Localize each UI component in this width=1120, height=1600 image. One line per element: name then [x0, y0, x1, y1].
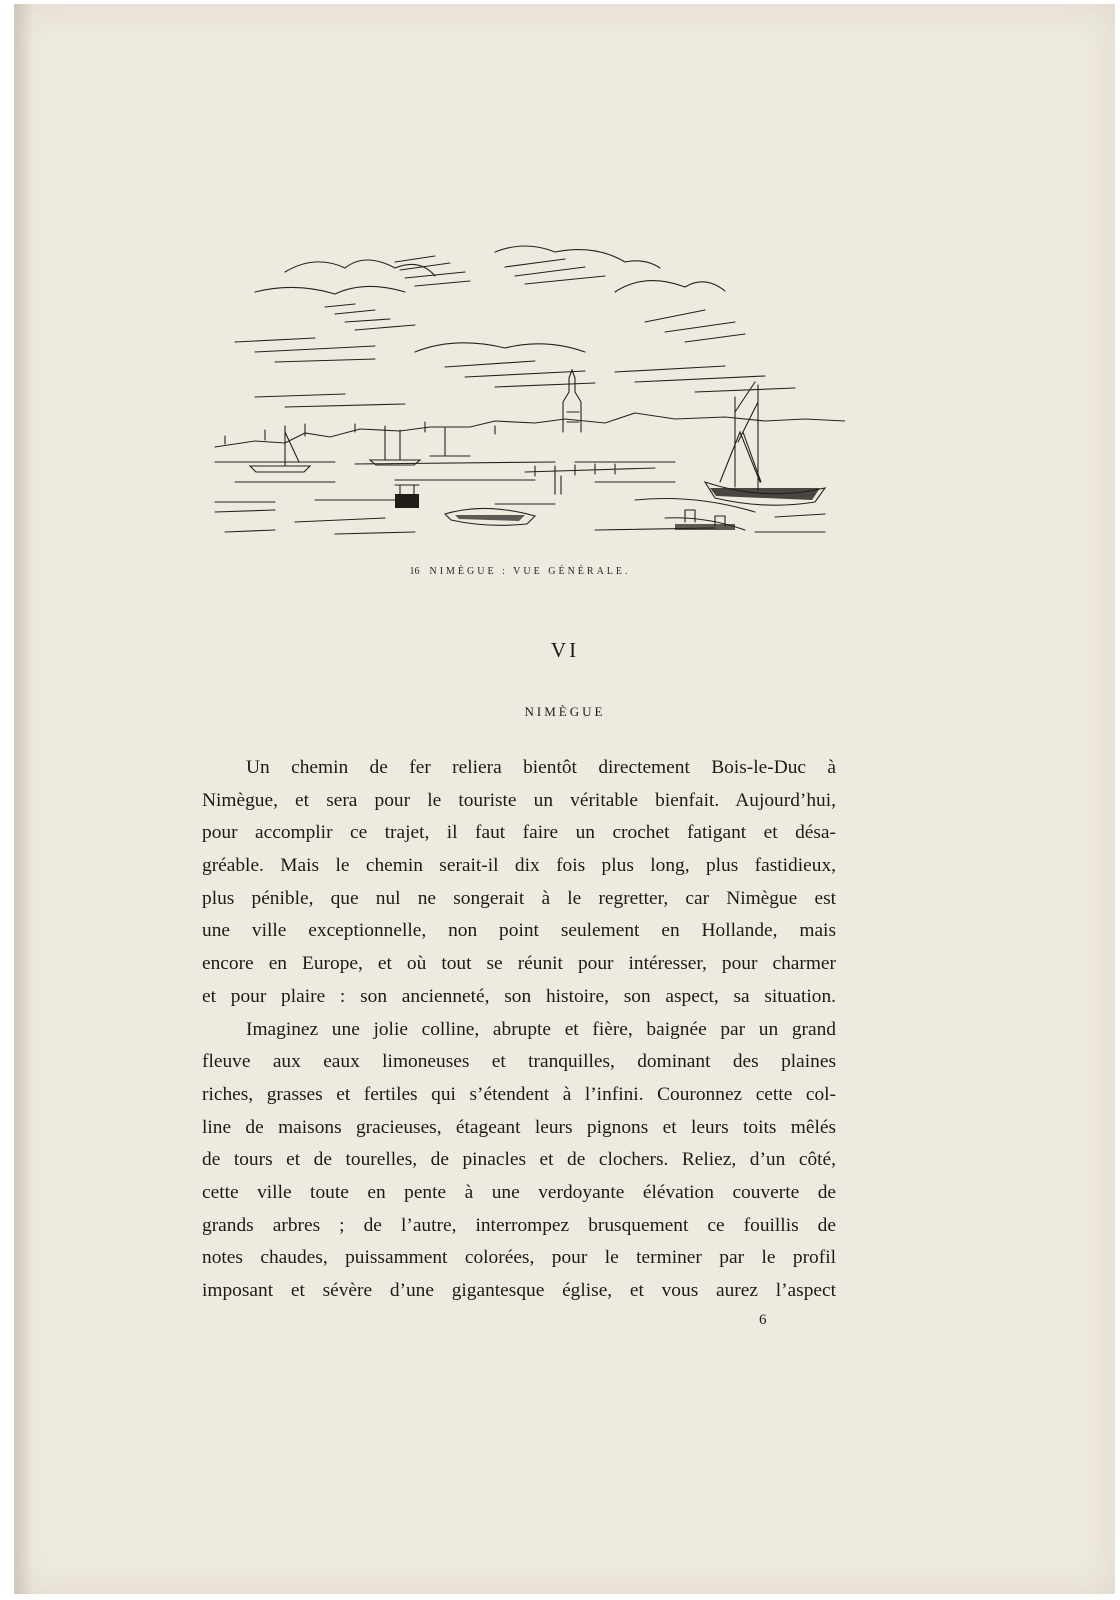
text-line: une ville exceptionnelle, non point seulement en Hollande, mais — [202, 920, 836, 942]
text-line: grands arbres ; de l’autre, interrompez brusquement ce fouillis de — [202, 1214, 836, 1236]
text-line: Un chemin de fer reliera bientôt directement Bois-le-Duc à — [246, 757, 836, 778]
text-line: et pour plaire : son ancienneté, son histoire, son aspect, sa situation. — [202, 985, 836, 1007]
caption-number: 16 — [409, 566, 420, 577]
text-line: Imaginez une jolie colline, abrupte et fière, baignée par un grand — [246, 1018, 836, 1040]
text-line: pour accomplir ce trajet, il faut faire un crochet fatigant et désa- — [202, 822, 836, 844]
text-line: gréable. Mais le chemin serait-il dix fois plus long, plus fastidieux, — [202, 855, 836, 877]
text-line: cette ville toute en pente à une verdoyante élévation couverte de — [202, 1181, 836, 1203]
text-line: plus pénible, que nul ne songerait à le regretter, car Nimègue est — [202, 887, 836, 909]
body-text — [202, 752, 836, 1308]
caption-text: NIMÈGUE : VUE GÉNÉRALE. — [429, 566, 631, 577]
page-number: 6 — [759, 1312, 767, 1328]
text-line: encore en Europe, et où tout se réunit pour intéresser, pour charmer — [202, 953, 836, 975]
chapter-title: NIMÈGUE — [524, 704, 606, 719]
text-line: riches, grasses et fertiles qui s’étendent à l’infini. Couronnez cette col- — [202, 1083, 836, 1105]
text-line: fleuve aux eaux limoneuses et tranquilles, dominant des plaines — [202, 1051, 836, 1073]
chapter-number: VI — [550, 638, 580, 662]
text-line: notes chaudes, puissamment colorées, pour le terminer par le profil — [202, 1247, 836, 1269]
engraving-illustration — [195, 232, 845, 552]
text-line: imposant et sévère d’une gigantesque église, et vous aurez l’aspect — [202, 1280, 836, 1301]
text-line: Nimègue, et sera pour le touriste un véritable bienfait. Aujourd’hui, — [202, 789, 836, 811]
illustration-caption — [195, 566, 845, 577]
text-line: de tours et de tourelles, de pinacles et de clochers. Reliez, d’un côté, — [202, 1149, 836, 1171]
book-page — [14, 4, 1115, 1594]
nijmegen-panorama-icon — [195, 232, 845, 552]
text-line: line de maisons gracieuses, étageant leurs pignons et leurs toits mêlés — [202, 1116, 836, 1138]
